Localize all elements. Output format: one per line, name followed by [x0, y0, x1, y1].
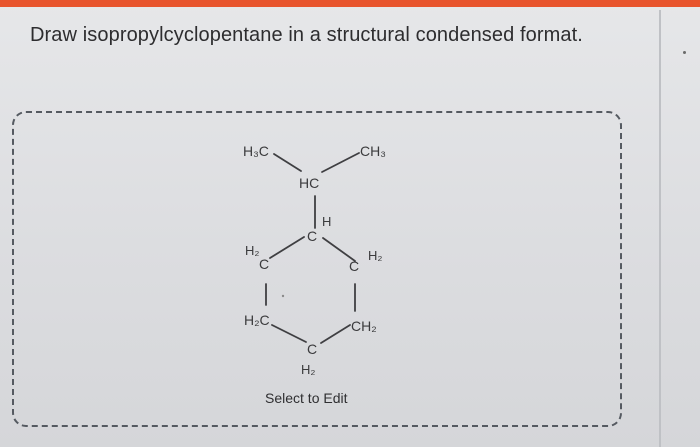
left-upper-c: C — [259, 256, 270, 272]
ring-ch-c: C — [307, 228, 318, 244]
right-panel-divider — [659, 10, 661, 447]
methine-group: HC — [299, 175, 320, 191]
right-upper-c: C — [349, 258, 360, 274]
left-lower-group: H₂C — [244, 312, 270, 328]
left-upper-h: H₂ — [245, 243, 260, 258]
top-right-group: CH₃ — [360, 143, 386, 159]
top-accent-bar — [0, 0, 700, 7]
top-left-group: H₃C — [243, 143, 269, 159]
question-title: Draw isopropylcyclopentane in a structural condensed format. — [30, 24, 583, 46]
ring-ch-h: H — [322, 214, 332, 229]
select-to-edit-label[interactable]: Select to Edit — [265, 390, 348, 406]
bottom-c: C — [307, 341, 318, 357]
right-lower-group: CH₂ — [351, 318, 377, 334]
right-upper-h: H₂ — [368, 248, 383, 263]
bottom-h: H₂ — [301, 362, 316, 377]
small-dot — [683, 51, 686, 54]
drawing-area[interactable] — [12, 111, 622, 427]
